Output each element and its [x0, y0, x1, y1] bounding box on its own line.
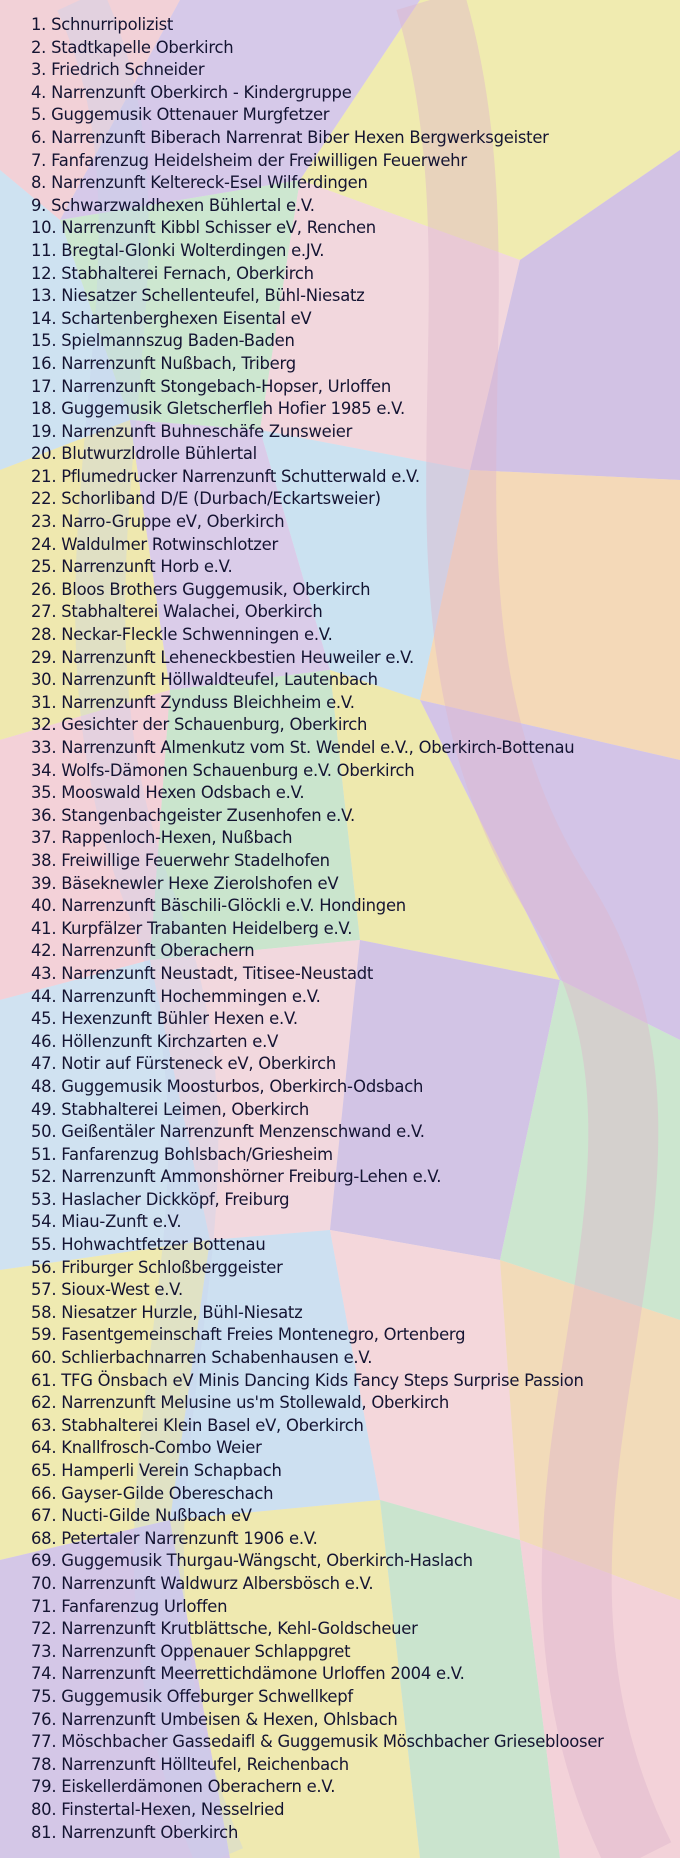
list-item: 46. Höllenzunft Kirchzarten e.V — [31, 1031, 279, 1051]
list-item: 3. Friedrich Schneider — [31, 60, 205, 80]
list-item: 78. Narrenzunft Höllteufel, Reichenbach — [31, 1754, 349, 1774]
list-item: 13. Niesatzer Schellenteufel, Bühl-Niesatz — [31, 286, 365, 306]
list-item: 1. Schnurripolizist — [31, 15, 174, 34]
list-item: 79. Eiskellerdämonen Oberachern e.V. — [31, 1777, 336, 1797]
list-item: 9. Schwarzwaldhexen Bühlertal e.V. — [31, 195, 315, 215]
list-item: 32. Gesichter der Schauenburg, Oberkirch — [31, 715, 368, 735]
list-item: 15. Spielmannszug Baden-Baden — [31, 331, 295, 351]
list-item: 38. Freiwillige Feuerwehr Stadelhofen — [31, 850, 330, 870]
list-item: 71. Fanfarenzug Urloffen — [31, 1596, 228, 1616]
list-item: 34. Wolfs-Dämonen Schauenburg e.V. Oberkirch — [31, 760, 415, 780]
list-item: 24. Waldulmer Rotwinschlotzer — [31, 534, 278, 554]
list-item: 33. Narrenzunft Almenkutz vom St. Wendel e.V., Oberkirch-Bottenau — [31, 738, 575, 757]
list-item: 20. Blutwurzldrolle Bühlertal — [31, 444, 257, 464]
list-item: 45. Hexenzunft Bühler Hexen e.V. — [31, 1009, 298, 1029]
list-item: 11. Bregtal-Glonki Wolterdingen e.JV. — [31, 240, 325, 260]
list-item: 69. Guggemusik Thurgau-Wängscht, Oberkirch-Haslach — [31, 1551, 473, 1571]
list-item: 26. Bloos Brothers Guggemusik, Oberkirch — [31, 579, 371, 599]
list-item: 72. Narrenzunft Krutblättsche, Kehl-Goldscheuer — [31, 1619, 418, 1639]
list-item: 30. Narrenzunft Höllwaldteufel, Lautenbach — [31, 670, 378, 690]
list-item: 5. Guggemusik Ottenauer Murgfetzer — [31, 105, 330, 125]
list-item: 73. Narrenzunft Oppenauer Schlappgret — [31, 1641, 351, 1661]
list-item: 31. Narrenzunft Zynduss Bleichheim e.V. — [31, 692, 355, 712]
list-item: 75. Guggemusik Offeburger Schwellkepf — [31, 1686, 353, 1706]
list-item: 51. Fanfarenzug Bohlsbach/Griesheim — [31, 1144, 333, 1164]
list-item: 29. Narrenzunft Leheneckbestien Heuweiler e.V. — [31, 647, 414, 667]
list-item: 47. Notir auf Fürsteneck eV, Oberkirch — [31, 1054, 336, 1074]
list-item: 55. Hohwachtfetzer Bottenau — [31, 1235, 266, 1255]
list-item: 81. Narrenzunft Oberkirch — [31, 1822, 239, 1842]
list-item: 19. Narrenzunft Buhneschäfe Zunsweier — [31, 421, 353, 441]
list-item: 68. Petertaler Narrenzunft 1906 e.V. — [31, 1528, 318, 1548]
list-item: 39. Bäseknewler Hexe Zierolshofen eV — [31, 873, 339, 893]
list-item: 14. Schartenberghexen Eisental eV — [31, 308, 312, 328]
list-item: 65. Hamperli Verein Schapbach — [31, 1461, 282, 1480]
list-item: 25. Narrenzunft Horb e.V. — [31, 557, 233, 577]
list-item: 37. Rappenloch-Hexen, Nußbach — [31, 828, 293, 848]
list-item: 4. Narrenzunft Oberkirch - Kindergruppe — [31, 82, 352, 102]
list-item: 8. Narrenzunft Keltereck-Esel Wilferdingen — [31, 173, 368, 193]
list-item: 16. Narrenzunft Nußbach, Triberg — [31, 353, 296, 373]
list-item: 42. Narrenzunft Oberachern — [31, 941, 255, 961]
list-item: 57. Sioux-West e.V. — [31, 1280, 183, 1300]
list-item: 2. Stadtkapelle Oberkirch — [31, 37, 234, 57]
list-item: 49. Stabhalterei Leimen, Oberkirch — [31, 1099, 310, 1119]
list-item: 18. Guggemusik Gletscherfleh Hofier 1985 e.V. — [31, 399, 405, 419]
list-item: 44. Narrenzunft Hochemmingen e.V. — [31, 986, 321, 1006]
list-item: 50. Geißentäler Narrenzunft Menzenschwand e.V. — [31, 1122, 425, 1142]
list-item: 80. Finstertal-Hexen, Nesselried — [31, 1799, 285, 1819]
list-item: 62. Narrenzunft Melusine us'm Stollewald, Oberkirch — [31, 1393, 450, 1413]
list-item: 70. Narrenzunft Waldwurz Albersbösch e.V. — [31, 1573, 374, 1593]
list-item: 35. Mooswald Hexen Odsbach e.V. — [31, 783, 305, 803]
list-item: 76. Narrenzunft Umbeisen & Hexen, Ohlsbach — [31, 1709, 398, 1729]
list-item: 77. Möschbacher Gassedaifl & Guggemusik Möschbacher Grieseblooser — [31, 1732, 604, 1752]
list-item: 40. Narrenzunft Bäschili-Glöckli e.V. Hondingen — [31, 896, 406, 916]
list-item: 17. Narrenzunft Stongebach-Hopser, Urloffen — [31, 376, 391, 396]
list-item: 43. Narrenzunft Neustadt, Titisee-Neustadt — [31, 963, 374, 983]
list-item: 53. Haslacher Dickköpf, Freiburg — [31, 1189, 290, 1209]
list-item: 56. Friburger Schloßberggeister — [31, 1257, 283, 1277]
list-item: 54. Miau-Zunft e.V. — [31, 1212, 182, 1232]
list-item: 66. Gayser-Gilde Obereschach — [31, 1483, 274, 1503]
list-item: 23. Narro-Gruppe eV, Oberkirch — [31, 512, 285, 532]
list-item: 36. Stangenbachgeister Zusenhofen e.V. — [31, 805, 355, 825]
list-item: 61. TFG Önsbach eV Minis Dancing Kids Fancy Steps Surprise Passion — [31, 1370, 584, 1390]
list-item: 64. Knallfrosch-Combo Weier — [31, 1438, 262, 1458]
list-item: 27. Stabhalterei Walachei, Oberkirch — [31, 602, 323, 622]
list-item: 22. Schorliband D/E (Durbach/Eckartsweier) — [31, 489, 381, 509]
list-item: 6. Narrenzunft Biberach Narrenrat Biber Hexen Bergwerksgeister — [31, 127, 549, 147]
list-item: 58. Niesatzer Hurzle, Bühl-Niesatz — [31, 1302, 303, 1322]
list-item: 63. Stabhalterei Klein Basel eV, Oberkirch — [31, 1415, 364, 1435]
list-item: 74. Narrenzunft Meerrettichdämone Urloffen 2004 e.V. — [31, 1664, 465, 1684]
list-item: 48. Guggemusik Moosturbos, Oberkirch-Odsbach — [31, 1076, 424, 1096]
list-item: 60. Schlierbachnarren Schabenhausen e.V. — [31, 1348, 373, 1368]
list-item: 10. Narrenzunft Kibbl Schisser eV, Renchen — [31, 218, 376, 238]
list-item: 7. Fanfarenzug Heidelsheim der Freiwilligen Feuerwehr — [31, 150, 467, 170]
procession-list — [31, 14, 604, 1844]
list-item: 12. Stabhalterei Fernach, Oberkirch — [31, 263, 314, 283]
list-item: 28. Neckar-Fleckle Schwenningen e.V. — [31, 625, 333, 645]
list-item: 59. Fasentgemeinschaft Freies Montenegro, Ortenberg — [31, 1325, 466, 1345]
list-item: 21. Pflumedrucker Narrenzunft Schutterwald e.V. — [31, 466, 420, 486]
list-item: 41. Kurpfälzer Trabanten Heidelberg e.V. — [31, 918, 353, 938]
list-item: 67. Nucti-Gilde Nußbach eV — [31, 1506, 252, 1526]
list-item: 52. Narrenzunft Ammonshörner Freiburg-Lehen e.V. — [31, 1167, 442, 1187]
